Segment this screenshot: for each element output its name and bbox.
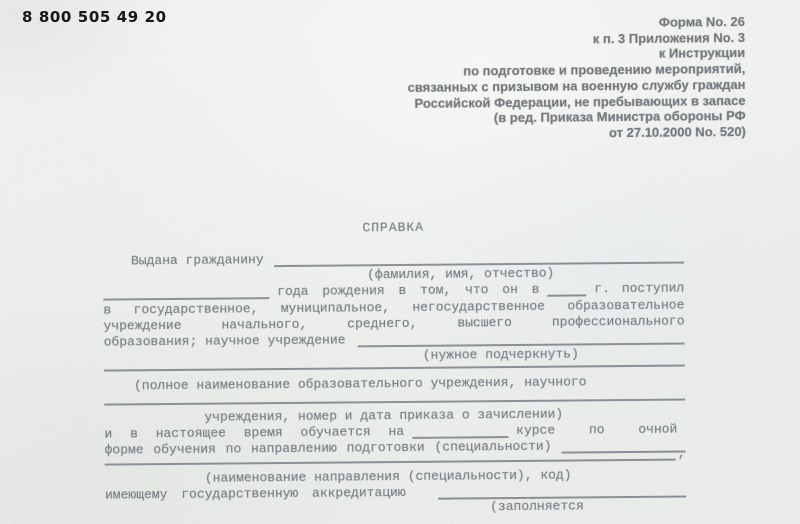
body-line-institution-types-1: в государственное, муниципальное, негосударственное образовательное bbox=[103, 297, 685, 318]
blank-field-scientific-institution bbox=[357, 330, 684, 348]
caption-text: (наименование направления (специальности), код) bbox=[204, 467, 572, 486]
document-title: СПРАВКА bbox=[362, 219, 425, 236]
form-note-line: Российской Федерации, не пребывающих в запасе bbox=[414, 92, 746, 111]
full-time-text: курсе по очной bbox=[516, 421, 678, 438]
body-line-institution-types-2: учреждение начального, среднего, высшего профессионального bbox=[103, 313, 685, 334]
birth-year-text: года рождения в том, что он в bbox=[277, 281, 540, 300]
caption-text: (заполняется bbox=[490, 498, 584, 515]
issued-to-label: Выдана гражданину bbox=[130, 252, 264, 269]
blank-field-admission-year bbox=[547, 281, 586, 296]
form-note-line: (в ред. Приказа Министра обороны РФ bbox=[493, 108, 746, 126]
caption-text: (фамилия, имя, отчество) bbox=[367, 265, 555, 283]
trailing-comma: , bbox=[677, 445, 686, 461]
blank-field-birth-year bbox=[103, 284, 269, 300]
caption-text: (полное наименование образовательного учреждения, научного bbox=[134, 374, 587, 394]
scientific-institution-label: образования; научное учреждение bbox=[103, 332, 346, 350]
current-course-text: и в настоящее время обучается на bbox=[104, 423, 405, 442]
form-note-line: Форма No. 26 bbox=[658, 13, 745, 30]
blank-line-institution-name-2 bbox=[104, 390, 685, 407]
form-note-line: связанных с призывом на военную службу граждан bbox=[407, 76, 746, 95]
blank-field-course-number bbox=[412, 423, 508, 439]
form-reference-note bbox=[407, 14, 746, 143]
admission-text: г. поступил bbox=[594, 280, 685, 297]
caption-text: учреждения, номер и дата приказа о зачислении) bbox=[204, 406, 564, 425]
specialty-label: форме обучения по направлению подготовки (специальности) bbox=[104, 438, 552, 458]
form-note-line: к Инструкции bbox=[658, 45, 746, 62]
accreditation-label: имеющему государственную аккредитацию bbox=[104, 484, 406, 503]
form-note-line: по подготовке и проведению мероприятий, bbox=[463, 61, 746, 79]
form-note-line: от 27.10.2000 No. 520) bbox=[608, 123, 746, 141]
form-note-line: к п. 3 Приложения No. 3 bbox=[592, 29, 746, 47]
hotline-phone-watermark: 8 800 505 49 20 bbox=[22, 8, 167, 26]
caption-text: (нужное подчеркнуть) bbox=[422, 346, 579, 363]
blank-line-institution-name-1 bbox=[104, 356, 685, 373]
